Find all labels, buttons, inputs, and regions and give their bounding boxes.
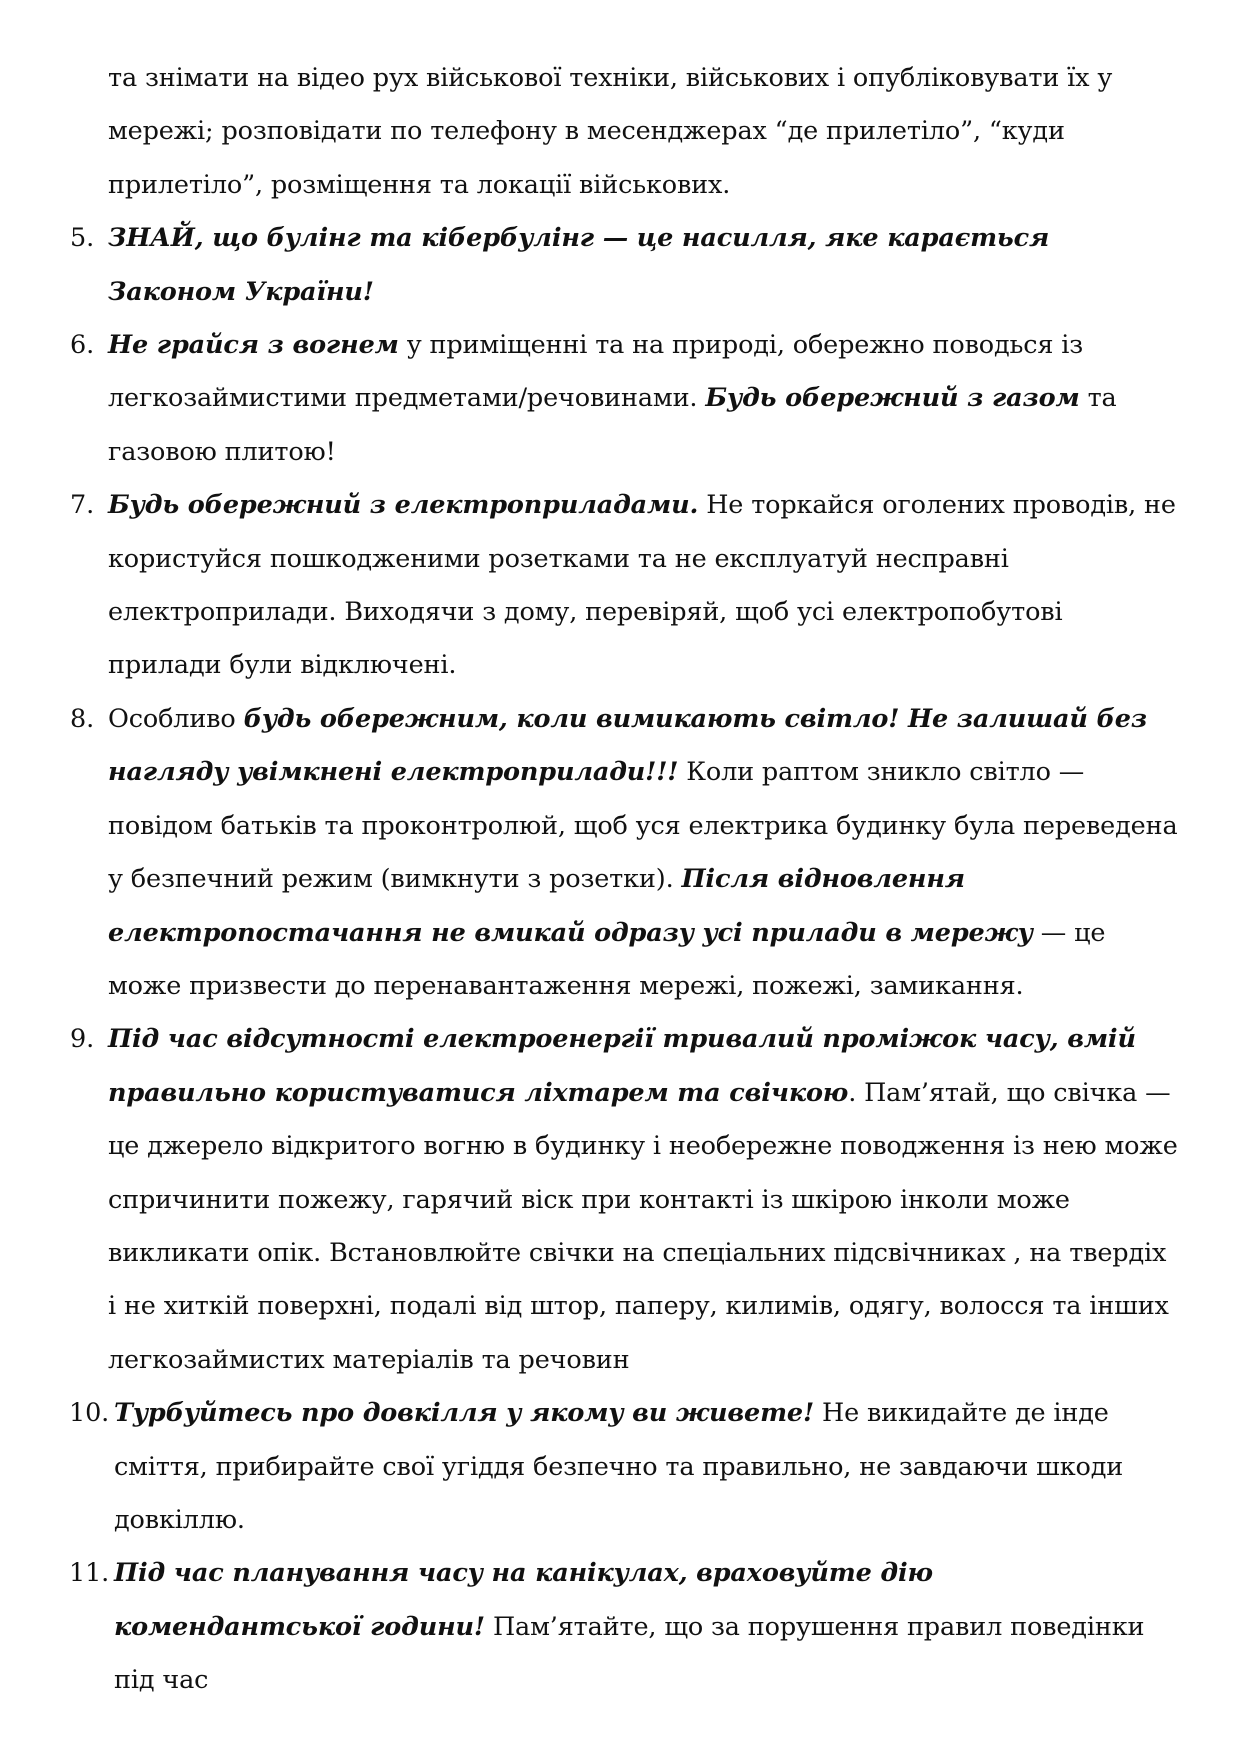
list-item-7 <box>0 479 1241 693</box>
text-segment: Не викидайте де інде сміття, прибирайте свої угіддя безпечно та правильно, не завдаючи шкоди довкіллю. <box>114 1398 1124 1535</box>
list-item-6 <box>0 319 1241 479</box>
bold-text-segment: Будь обережний з електроприладами. <box>108 490 699 521</box>
list-item-5 <box>0 212 1241 319</box>
list-item-number: 11. <box>69 1558 110 1589</box>
list-item-text <box>108 1387 1181 1547</box>
list-item-text <box>108 1547 1181 1707</box>
text-segment: Пам’ятайте, що за порушення правил поведінки під час <box>114 1611 1145 1696</box>
text-segment: — це може призвести до перенавантаження мережі, пожежі, замикання. <box>108 917 1106 1001</box>
bold-text-segment: ЗНАЙ, що булінг та кібербулінг — це насилля, яке карається Законом України! <box>108 223 1050 307</box>
list-item-text <box>108 319 1181 479</box>
list-item-text <box>108 479 1181 693</box>
list-item-text <box>108 1013 1181 1387</box>
bold-text-segment: Будь обережний з газом <box>705 383 1080 414</box>
text-segment: . Пам’ятай, що свічка — це джерело відкритого вогню в будинку і необережне поводження із нею може спричинити пожежу, гарячий віск при контакті із шкірою інколи може викликати опік. Встановлюйте свічки на спеціальних підсвічниках , на твердіх і не хиткій поверхні, подалі від штор, паперу, килимів, одягу, волосся та інших легкозаймистих матеріалів та речовин <box>108 1077 1178 1375</box>
bold-text-segment: Під час відсутності електроенергії тривалий проміжок часу, вмій правильно користуватися ліхтарем та свічкою <box>108 1024 1136 1108</box>
list-item-number: 10. <box>69 1398 110 1429</box>
list-item-number: 7. <box>70 490 95 521</box>
list-item-number: 8. <box>70 703 95 734</box>
list-item-9 <box>0 1013 1241 1387</box>
list-item-continuation <box>0 52 1241 212</box>
bold-text-segment: Після відновлення електропостачання не вмикай одразу усі прилади в мережу <box>108 864 1033 948</box>
list-item-number: 6. <box>70 330 95 361</box>
list-item-text <box>108 212 1181 319</box>
text-segment: Коли раптом зникло світло — повідом батьків та проконтролюй, щоб уся електрика будинку була переведена у безпечний режим (вимкнути з розетки). <box>108 757 1178 895</box>
list-item-10 <box>0 1387 1241 1547</box>
bold-text-segment: Турбуйтесь про довкілля у якому ви живете! <box>114 1398 815 1429</box>
list-item-11 <box>0 1547 1241 1707</box>
text-segment: Особливо <box>108 703 244 734</box>
list-item-text <box>108 693 1181 1013</box>
list-item-text <box>108 52 1181 212</box>
text-segment: та газовою плитою! <box>108 383 1117 467</box>
list-item-8 <box>0 693 1241 1013</box>
document-body <box>0 52 1241 1708</box>
bold-text-segment: Під час планування часу на канікулах, враховуйте дію комендантської години! <box>114 1558 933 1642</box>
text-segment: у приміщенні та на природі, обережно поводься із легкозаймистими предметами/речовинами. <box>108 330 1084 414</box>
bold-text-segment: Не грайся з вогнем <box>108 330 399 361</box>
list-item-number: 5. <box>70 223 95 254</box>
text-segment: Не торкайся оголених проводів, не користуйся пошкодженими розетками та не експлуатуй несправні електроприлади. Виходячи з дому, перевіряй, щоб усі електропобутові прилади були відключені. <box>108 490 1176 681</box>
bold-text-segment: будь обережним, коли вимикають світло! Не залишай без нагляду увімкнені електроприлади!!! <box>108 703 1147 788</box>
text-segment: та знімати на відео рух військової техніки, військових і опубліковувати їх у мережі; розповідати по телефону в месенджерах “де прилетіло”, “куди прилетіло”, розміщення та локації військових. <box>108 63 1113 200</box>
list-item-number: 9. <box>70 1024 95 1055</box>
